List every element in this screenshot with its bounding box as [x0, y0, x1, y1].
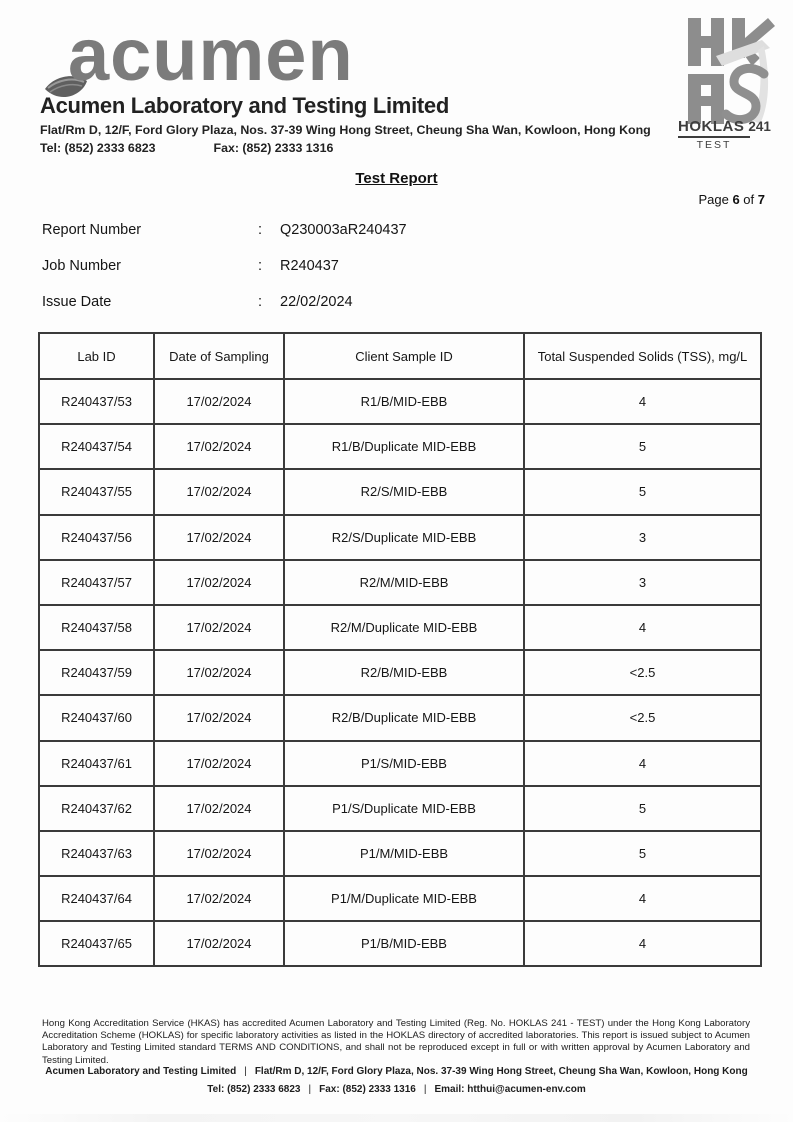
footer-separator: |	[308, 1084, 312, 1095]
tss-value-cell: 5	[524, 786, 761, 831]
sampling-date-cell: 17/02/2024	[154, 876, 284, 921]
client-sample-id-cell: R2/S/Duplicate MID-EBB	[284, 515, 524, 560]
tss-value-cell: 5	[524, 469, 761, 514]
hoklas-reg-number: 241	[748, 119, 771, 134]
job-number-label: Job Number	[42, 258, 121, 274]
table-row	[39, 695, 761, 740]
tss-value-cell: 3	[524, 560, 761, 605]
page-current: 6	[732, 192, 740, 207]
sampling-date-cell: 17/02/2024	[154, 650, 284, 695]
report-number-label: Report Number	[42, 222, 142, 238]
client-sample-id-cell: P1/S/MID-EBB	[284, 741, 524, 786]
table-row	[39, 424, 761, 469]
table-row	[39, 650, 761, 695]
job-number-colon: :	[258, 258, 263, 274]
lab-id-cell: R240437/53	[39, 379, 154, 424]
issue-date-colon: :	[258, 294, 263, 310]
col-header-tss: Total Suspended Solids (TSS), mg/L	[524, 333, 761, 379]
report-number-value: Q230003aR240437	[280, 222, 407, 238]
table-row	[39, 560, 761, 605]
lab-id-cell: R240437/59	[39, 650, 154, 695]
footer-company-line	[0, 1066, 793, 1077]
page-indicator	[698, 192, 765, 207]
col-header-client-sample-id: Client Sample ID	[284, 333, 524, 379]
sampling-date-cell: 17/02/2024	[154, 786, 284, 831]
job-number-value: R240437	[280, 258, 339, 274]
report-meta	[42, 222, 742, 330]
lab-id-cell: R240437/65	[39, 921, 154, 966]
report-number-row	[42, 222, 742, 258]
lab-id-cell: R240437/55	[39, 469, 154, 514]
report-number-colon: :	[258, 222, 263, 238]
col-header-sampling-date: Date of Sampling	[154, 333, 284, 379]
company-tel: Tel: (852) 2333 6823	[40, 141, 156, 155]
tss-value-cell: 5	[524, 831, 761, 876]
company-fax: Fax: (852) 2333 1316	[213, 141, 334, 155]
client-sample-id-cell: P1/M/MID-EBB	[284, 831, 524, 876]
client-sample-id-cell: P1/S/Duplicate MID-EBB	[284, 786, 524, 831]
tss-value-cell: 4	[524, 876, 761, 921]
sampling-date-cell: 17/02/2024	[154, 921, 284, 966]
sampling-date-cell: 17/02/2024	[154, 515, 284, 560]
company-name: Acumen Laboratory and Testing Limited	[40, 93, 449, 118]
page-of-label: of	[743, 192, 755, 207]
tss-value-cell: 3	[524, 515, 761, 560]
tss-value-cell: <2.5	[524, 650, 761, 695]
table-row	[39, 605, 761, 650]
sampling-date-cell: 17/02/2024	[154, 605, 284, 650]
hoklas-divider	[678, 136, 750, 138]
footer-company-address: Flat/Rm D, 12/F, Ford Glory Plaza, Nos. 37-39 Wing Hong Street, Cheung Sha Wan, Kowloon, Hong Kong	[254, 1066, 748, 1077]
job-number-row	[42, 258, 742, 294]
client-sample-id-cell: P1/M/Duplicate MID-EBB	[284, 876, 524, 921]
results-table	[38, 332, 762, 967]
footer-separator: |	[244, 1066, 247, 1077]
lab-id-cell: R240437/57	[39, 560, 154, 605]
client-sample-id-cell: R2/B/Duplicate MID-EBB	[284, 695, 524, 740]
col-header-lab-id: Lab ID	[39, 333, 154, 379]
client-sample-id-cell: R2/S/MID-EBB	[284, 469, 524, 514]
footer-fax: Fax: (852) 2333 1316	[319, 1084, 416, 1095]
footer-contact-line	[0, 1084, 793, 1095]
lab-id-cell: R240437/62	[39, 786, 154, 831]
page-label: Page	[698, 192, 729, 207]
issue-date-value: 22/02/2024	[280, 294, 353, 310]
table-row	[39, 515, 761, 560]
table-row	[39, 921, 761, 966]
sampling-date-cell: 17/02/2024	[154, 560, 284, 605]
footer-company-name: Acumen Laboratory and Testing Limited	[45, 1066, 237, 1077]
client-sample-id-cell: R1/B/Duplicate MID-EBB	[284, 424, 524, 469]
company-contact-line	[40, 141, 333, 155]
table-header-row	[39, 333, 761, 379]
client-sample-id-cell: R1/B/MID-EBB	[284, 379, 524, 424]
acumen-wordmark: acumen	[68, 13, 354, 96]
accreditation-disclaimer: Hong Kong Accreditation Service (HKAS) has accredited Acumen Laboratory and Testing Limited (Reg. No. HOKLAS 241 - TEST) under the Hong Kong Laboratory Accreditation Scheme (HOKLAS) for specific laboratory activities as listed in the HOKLAS directory of accredited laboratories. This report is issued subject to Acumen Laboratory and Testing Limited standard TERMS AND CONDITIONS, and shall not be reproduced except in full or with written approval by Acumen Laboratory and Testing Limited.	[42, 1018, 750, 1066]
hkas-logo-icon	[676, 12, 776, 160]
tss-value-cell: <2.5	[524, 695, 761, 740]
tss-value-cell: 4	[524, 741, 761, 786]
lab-id-cell: R240437/54	[39, 424, 154, 469]
sampling-date-cell: 17/02/2024	[154, 695, 284, 740]
table-row	[39, 876, 761, 921]
company-address: Flat/Rm D, 12/F, Ford Glory Plaza, Nos. 37-39 Wing Hong Street, Cheung Sha Wan, Kowloon, Hong Kong	[40, 123, 651, 137]
lab-id-cell: R240437/63	[39, 831, 154, 876]
client-sample-id-cell: R2/B/MID-EBB	[284, 650, 524, 695]
footer-email: Email: htthui@acumen-env.com	[434, 1084, 586, 1095]
lab-id-cell: R240437/64	[39, 876, 154, 921]
page-title: Test Report	[355, 170, 438, 187]
footer-tel: Tel: (852) 2333 6823	[207, 1084, 301, 1095]
table-row	[39, 469, 761, 514]
table-row	[39, 379, 761, 424]
hoklas-test-label: TEST	[696, 139, 732, 151]
client-sample-id-cell: R2/M/MID-EBB	[284, 560, 524, 605]
sampling-date-cell: 17/02/2024	[154, 424, 284, 469]
footer-separator: |	[423, 1084, 427, 1095]
hoklas-scheme: HOKLAS	[678, 118, 745, 135]
issue-date-row	[42, 294, 742, 330]
sampling-date-cell: 17/02/2024	[154, 379, 284, 424]
hoklas-label	[678, 118, 770, 135]
page-total: 7	[757, 192, 765, 207]
tss-value-cell: 5	[524, 424, 761, 469]
tss-value-cell: 4	[524, 921, 761, 966]
sampling-date-cell: 17/02/2024	[154, 831, 284, 876]
scan-edge-smudge	[0, 1114, 793, 1122]
client-sample-id-cell: R2/M/Duplicate MID-EBB	[284, 605, 524, 650]
lab-id-cell: R240437/61	[39, 741, 154, 786]
client-sample-id-cell: P1/B/MID-EBB	[284, 921, 524, 966]
lab-id-cell: R240437/58	[39, 605, 154, 650]
table-row	[39, 786, 761, 831]
tss-value-cell: 4	[524, 379, 761, 424]
lab-id-cell: R240437/56	[39, 515, 154, 560]
table-row	[39, 831, 761, 876]
sampling-date-cell: 17/02/2024	[154, 741, 284, 786]
tss-value-cell: 4	[524, 605, 761, 650]
table-row	[39, 741, 761, 786]
lab-id-cell: R240437/60	[39, 695, 154, 740]
issue-date-label: Issue Date	[42, 294, 112, 310]
sampling-date-cell: 17/02/2024	[154, 469, 284, 514]
